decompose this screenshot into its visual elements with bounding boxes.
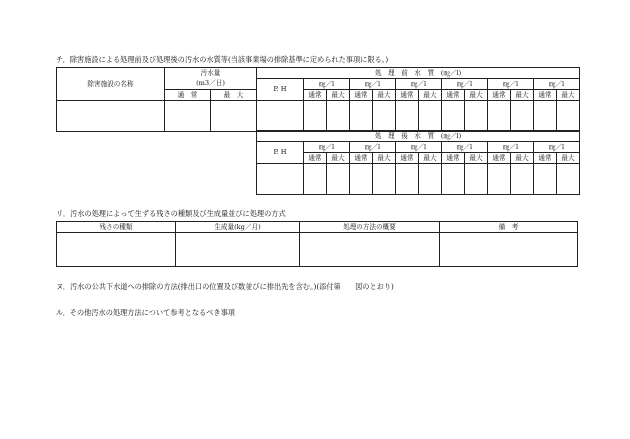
value-cell[interactable] [511, 101, 534, 132]
value-cell[interactable] [304, 101, 327, 132]
section-ri-title: リ．汚水の処理によって生ずる残さの種類及び生成量並びに処理の方式 [56, 209, 286, 218]
generation-amount-cell[interactable] [176, 233, 300, 267]
unit-label: ㎎／l [488, 142, 534, 153]
unit-label: ㎎／l [350, 142, 396, 153]
unit-label: ㎎／l [534, 142, 580, 153]
normal-subheader: 通常 [534, 153, 557, 164]
unit-label: ㎎／l [442, 79, 488, 90]
max-subheader: 最大 [511, 153, 534, 164]
normal-subheader: 通常 [304, 90, 327, 101]
value-cell[interactable] [419, 164, 442, 195]
facility-name-cell[interactable] [57, 101, 165, 132]
max-subheader: 最大 [419, 90, 442, 101]
max-subheader: 最大 [373, 153, 396, 164]
wastewater-volume-header: 汚水量 [165, 68, 257, 79]
pre-treatment-table [56, 67, 580, 132]
max-subheader: 最大 [557, 90, 580, 101]
normal-subheader: 通常 [350, 90, 373, 101]
section-nu-title: ヌ．汚水の公共下水道への排除の方法(排出口の位置及び数並びに排出先を含む。)(添付第 図のとおり) [56, 282, 394, 291]
treatment-method-cell[interactable] [300, 233, 440, 267]
value-cell[interactable] [396, 101, 419, 132]
value-cell[interactable] [488, 164, 511, 195]
value-cell[interactable] [304, 164, 327, 195]
unit-label: ㎎／l [442, 142, 488, 153]
ph-header: P. H [257, 142, 304, 164]
value-cell[interactable] [327, 164, 350, 195]
max-subheader: 最大 [557, 153, 580, 164]
post-treatment-table [256, 130, 580, 195]
normal-subheader: 通常 [350, 153, 373, 164]
facility-name-header: 除害施設の名称 [57, 68, 165, 101]
residue-type-cell[interactable] [57, 233, 176, 267]
unit-label: ㎎／l [534, 79, 580, 90]
value-cell[interactable] [350, 164, 373, 195]
normal-subheader: 通常 [396, 153, 419, 164]
value-cell[interactable] [396, 164, 419, 195]
max-header: 最 大 [211, 90, 257, 101]
ph-header: P. H [257, 79, 304, 101]
normal-subheader: 通常 [534, 90, 557, 101]
residue-table [56, 221, 578, 267]
unit-label: ㎎／l [304, 79, 350, 90]
normal-subheader: 通常 [488, 90, 511, 101]
remarks-header: 備 考 [440, 222, 578, 233]
unit-label: ㎎／l [304, 142, 350, 153]
normal-subheader: 通常 [488, 153, 511, 164]
normal-header: 通 常 [165, 90, 211, 101]
value-cell[interactable] [465, 101, 488, 132]
treatment-method-header: 処理の方法の概要 [300, 222, 440, 233]
value-cell[interactable] [557, 164, 580, 195]
residue-type-header: 残さの種類 [57, 222, 176, 233]
value-cell[interactable] [373, 101, 396, 132]
ph-cell[interactable] [257, 101, 304, 132]
value-cell[interactable] [511, 164, 534, 195]
unit-label: ㎎／l [350, 79, 396, 90]
section-ru-title: ル．その他汚水の処理方法について参考となるべき事項 [56, 308, 235, 317]
after-quality-header: 処 理 後 水 質 (㎎／l) [257, 131, 580, 142]
remarks-cell[interactable] [440, 233, 578, 267]
value-cell[interactable] [488, 101, 511, 132]
value-cell[interactable] [557, 101, 580, 132]
unit-label: ㎎／l [396, 79, 442, 90]
before-quality-header: 処 理 前 水 質 (㎎／l) [257, 68, 580, 79]
volume-max-cell[interactable] [211, 101, 257, 132]
normal-subheader: 通常 [396, 90, 419, 101]
max-subheader: 最大 [465, 90, 488, 101]
unit-label: ㎎／l [488, 79, 534, 90]
max-subheader: 最大 [511, 90, 534, 101]
unit-label: ㎎／l [396, 142, 442, 153]
volume-normal-cell[interactable] [165, 101, 211, 132]
max-subheader: 最大 [419, 153, 442, 164]
value-cell[interactable] [442, 101, 465, 132]
value-cell[interactable] [327, 101, 350, 132]
max-subheader: 最大 [327, 90, 350, 101]
value-cell[interactable] [465, 164, 488, 195]
wastewater-unit: (m3／日) [165, 79, 257, 90]
section-chi-title: チ．除害施設による処理前及び処理後の汚水の水質等(当該事業場の排除基準に定められた事項に限る。) [56, 55, 389, 64]
max-subheader: 最大 [465, 153, 488, 164]
normal-subheader: 通常 [304, 153, 327, 164]
normal-subheader: 通常 [442, 90, 465, 101]
normal-subheader: 通常 [442, 153, 465, 164]
max-subheader: 最大 [327, 153, 350, 164]
value-cell[interactable] [534, 101, 557, 132]
ph-cell[interactable] [257, 164, 304, 195]
max-subheader: 最大 [373, 90, 396, 101]
value-cell[interactable] [534, 164, 557, 195]
value-cell[interactable] [419, 101, 442, 132]
value-cell[interactable] [350, 101, 373, 132]
value-cell[interactable] [442, 164, 465, 195]
value-cell[interactable] [373, 164, 396, 195]
generation-amount-header: 生成量(kg／月) [176, 222, 300, 233]
